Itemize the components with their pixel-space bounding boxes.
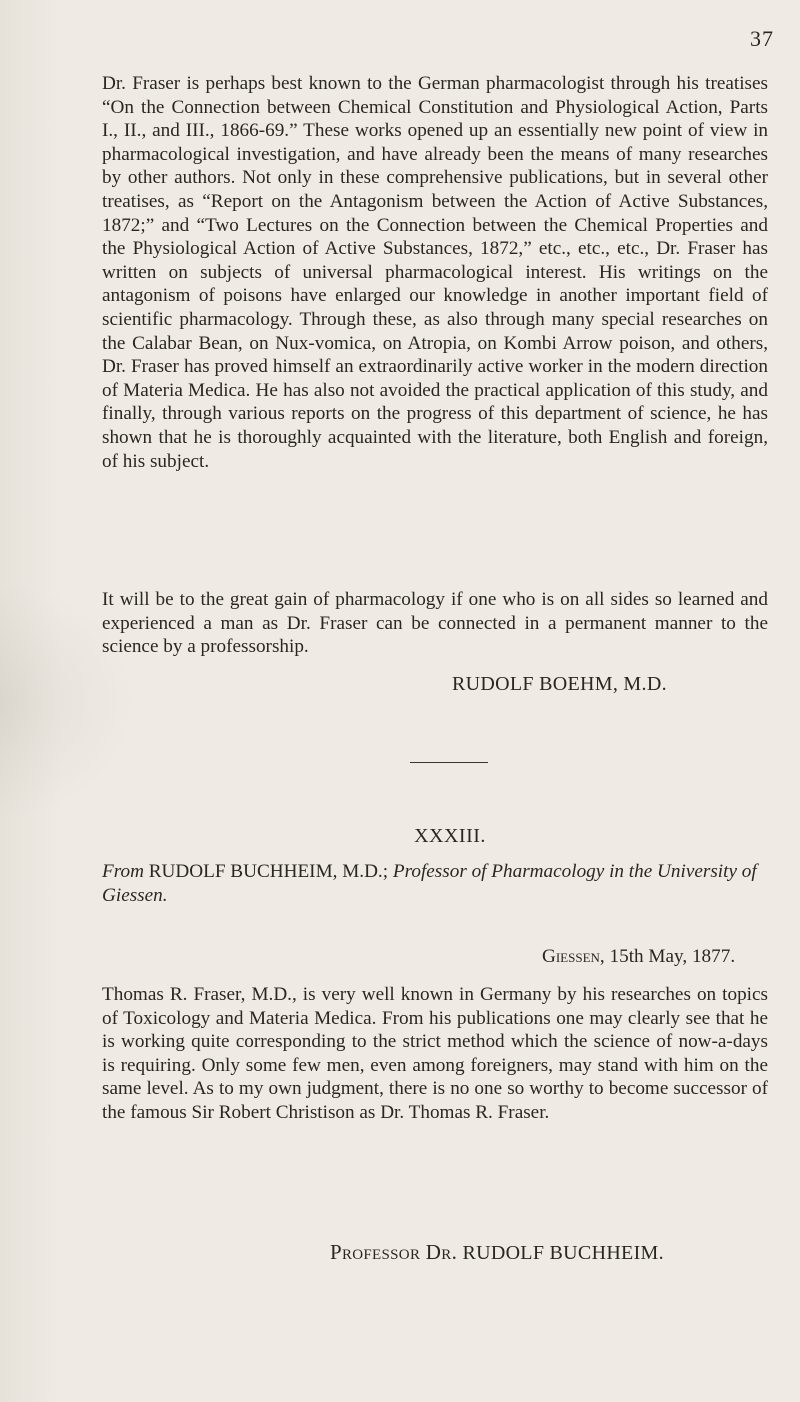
paragraph-buchheim-testimonial — [102, 983, 768, 1125]
paragraph-text: Thomas R. Fraser, M.D., is very well known in Germany by his researches on topics of Toxicology and Materia Medica. From his publications one may clearly see that he is working quite corresponding to the strict method which the science of now-a-days is requiring. Only some few men, even among foreigners, may stand with him on the same level. As to my own judgment, there is no one so worthy to become successor of the famous Sir Robert Christison as Dr. Thomas R. Fraser. — [102, 984, 768, 1123]
paragraph-text: Dr. Fraser is perhaps best known to the German pharmacologist through his treatises “On the Connection between Chemical Constitution and Physiological Action, Parts I., II., and III., 1866-69.” These works opened up an essentially new point of view in pharmacological investigation, and have already been the means of many researches by other authors. Not only in these comprehensive publications, but in several other treatises, as “Report on the Antagonism between the Action of Active Substances, 1872;” and “Two Lectures on the Connection between the Chemical Properties and the Physiological Action of Active Substances, 1872,” etc., etc., etc., Dr. Fraser has written on subjects of universal pharmacological interest. His writings on the antagonism of poisons have enlarged our knowledge in another important field of scientific pharmacology. Through these, as also through many special researches on the Calabar Bean, on Nux-vomica, on Atropia, on Kombi Arrow poison, and others, Dr. Fraser has proved himself an extraordinarily active worker in the modern direction of Materia Medica. He has also not avoided the practical application of this study, and finally, through various reports on the progress of this department of science, he has shown that he is thoroughly acquainted with the literature, both English and foreign, of his subject. — [102, 73, 768, 472]
page-number: 37 — [750, 26, 774, 51]
paragraph-professorship — [102, 588, 768, 659]
from-word: From — [102, 861, 144, 882]
letter-source-line — [102, 860, 768, 907]
from-affiliation: in the University of Giessen. — [102, 861, 757, 906]
signature-boehm: RUDOLF BOEHM, M.D. — [452, 673, 667, 695]
dateline-place: Giessen, — [542, 946, 605, 967]
dateline — [542, 946, 735, 968]
section-numeral: XXXIII. — [414, 825, 486, 847]
signature-prefix: Professor Dr. — [330, 1240, 458, 1264]
signature-name: RUDOLF BUCHHEIM. — [462, 1242, 664, 1264]
section-divider — [410, 762, 488, 763]
from-title: Professor of Pharmacology — [392, 861, 605, 882]
paragraph-text: It will be to the great gain of pharmacology if one who is on all sides so learned and experienced a man as Dr. Fraser can be connected in a permanent manner to the science by a professorship. — [102, 589, 768, 658]
dateline-date: 15th May, 1877. — [609, 946, 736, 967]
paragraph-fraser-treatises — [102, 72, 768, 473]
signature-buchheim — [330, 1240, 664, 1265]
from-name: RUDOLF BUCHHEIM, M.D.; — [148, 861, 389, 882]
